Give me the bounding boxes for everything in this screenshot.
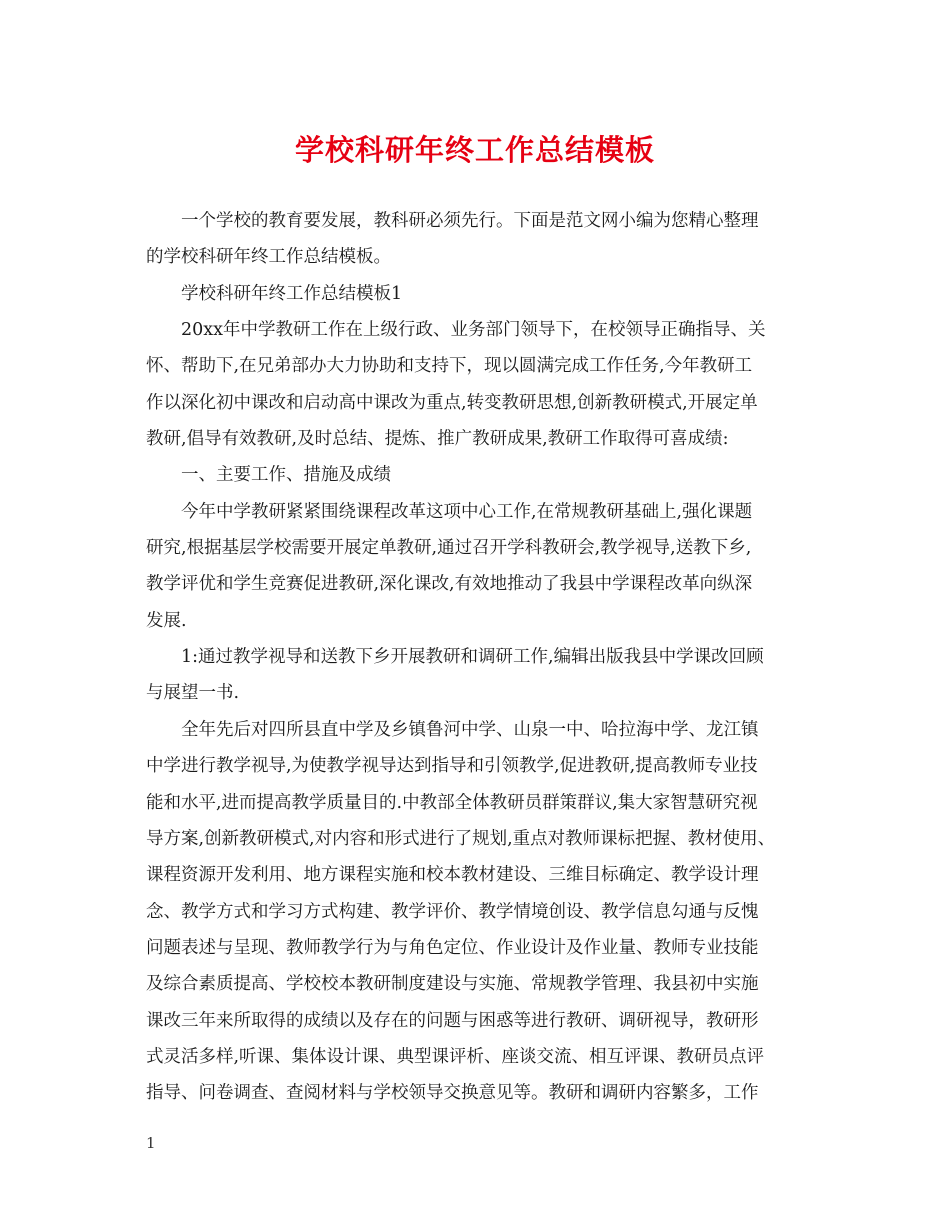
document-body xyxy=(146,203,816,1112)
body-line: 的学校科研年终工作总结模板。 xyxy=(146,247,391,268)
body-line: 一、主要工作、措施及成绩 xyxy=(181,465,391,486)
body-line: 与展望一书. xyxy=(146,683,240,704)
body-line: 全年先后对四所县直中学及乡镇鲁河中学、山泉一中、哈拉海中学、龙江镇 xyxy=(181,719,759,740)
body-line: 今年中学教研紧紧围绕课程改革这项中心工作,在常规教研基础上,强化课题 xyxy=(181,501,753,522)
body-line: 教研,倡导有效教研,及时总结、提炼、推广教研成果,教研工作取得可喜成绩: xyxy=(146,429,729,450)
body-line: 发展. xyxy=(146,610,187,631)
document-title: 学校科研年终工作总结模板 xyxy=(294,133,655,167)
body-line: 问题表述与呈现、教师教学行为与角色定位、作业设计及作业量、教师专业技能 xyxy=(146,937,759,958)
body-line: 研究,根据基层学校需要开展定单教研,通过召开学科教研会,教学视导,送教下乡, xyxy=(146,538,752,559)
body-line: 及综合素质提高、学校校本教研制度建设与实施、常规教学管理、我县初中实施 xyxy=(146,974,759,995)
body-line: 作以深化初中课改和启动高中课改为重点,转变教研思想,创新教研模式,开展定单 xyxy=(146,392,758,413)
body-line: 中学进行教学视导,为使教学视导达到指导和引领教学,促进教研,提高教师专业技 xyxy=(146,756,758,777)
page-number: 1 xyxy=(146,1134,156,1152)
body-line: 式灵活多样,听课、集体设计课、典型课评析、座谈交流、相互评课、教研员点评 xyxy=(146,1046,765,1067)
body-line: 指导、问卷调查、查阅材料与学校领导交换意见等。教研和调研内容繁多，工作 xyxy=(146,1083,759,1104)
body-line: 学校科研年终工作总结模板1 xyxy=(181,283,403,304)
body-line: 课改三年来所取得的成绩以及存在的问题与困惑等进行教研、调研视导，教研形 xyxy=(146,1010,759,1031)
body-line: 能和水平,进而提高教学质量目的.中教部全体教研员群策群议,集大家智慧研究视 xyxy=(146,792,758,813)
body-line: 20xx年中学教研工作在上级行政、业务部门领导下，在校领导正确指导、关 xyxy=(181,320,766,341)
body-line: 1:通过教学视导和送教下乡开展教研和调研工作,编辑出版我县中学课改回顾 xyxy=(181,647,764,668)
body-line: 怀、帮助下,在兄弟部办大力协助和支持下，现以圆满完成工作任务,今年教研工 xyxy=(146,356,753,377)
body-line: 课程资源开发利用、地方课程实施和校本教材建设、三维目标确定、教学设计理 xyxy=(146,865,759,886)
body-line: 教学评优和学生竞赛促进教研,深化课改,有效地推动了我县中学课程改革向纵深 xyxy=(146,574,753,595)
body-line: 念、教学方式和学习方式构建、教学评价、教学情境创设、教学信息勾通与反愧 xyxy=(146,901,759,922)
body-line: 导方案,创新教研模式,对内容和形式进行了规划,重点对教师课标把握、教材使用、 xyxy=(146,828,776,849)
body-line: 一个学校的教育要发展，教科研必须先行。下面是范文网小编为您精心整理 xyxy=(181,211,759,231)
